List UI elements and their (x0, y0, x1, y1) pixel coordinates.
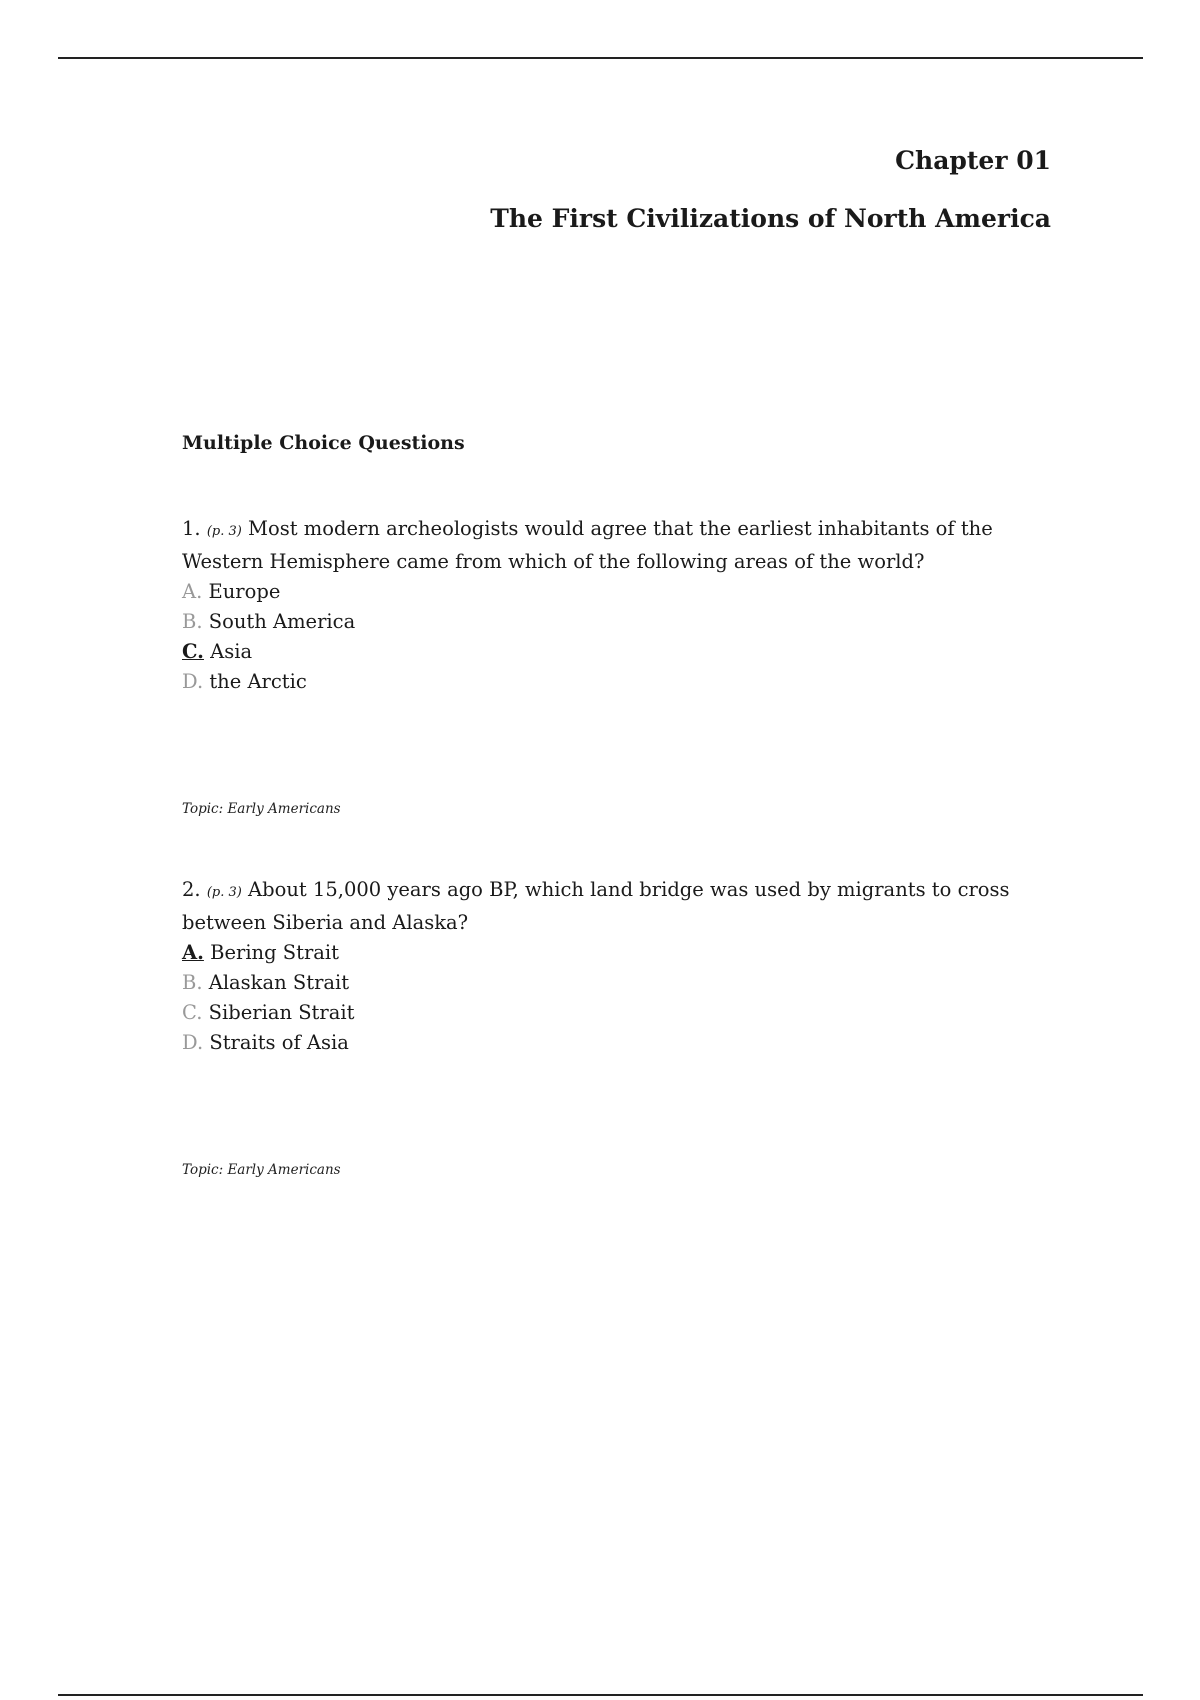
option-letter: B. (182, 971, 203, 994)
answer-option (182, 968, 1062, 998)
chapter-header (490, 146, 1051, 234)
question-number: 2. (182, 878, 201, 901)
top-rule (58, 57, 1143, 59)
option-text: Europe (208, 580, 281, 603)
option-letter: C. (182, 1001, 203, 1024)
option-text: Straits of Asia (209, 1031, 349, 1054)
chapter-title: The First Civilizations of North America (490, 204, 1051, 233)
question-1 (182, 514, 1062, 697)
question-stem (182, 514, 1062, 577)
option-letter: D. (182, 670, 204, 693)
question-text: Most modern archeologists would agree that the earliest inhabitants of the Western Hemisphere came from which of the following areas of the world? (182, 517, 993, 573)
option-text: Siberian Strait (208, 1001, 355, 1024)
option-text: Asia (210, 640, 253, 663)
option-letter: D. (182, 1031, 204, 1054)
question-text: About 15,000 years ago BP, which land bridge was used by migrants to cross between Siberia and Alaska? (182, 878, 1010, 934)
option-letter: B. (182, 610, 203, 633)
answer-options (182, 938, 1062, 1058)
answer-option (182, 577, 1062, 607)
answer-option-correct (182, 938, 1062, 968)
option-text: Alaskan Strait (208, 971, 350, 994)
question-number: 1. (182, 517, 201, 540)
page-reference: (p. 3) (206, 524, 242, 539)
answer-option-correct (182, 637, 1062, 667)
option-letter-correct: A. (182, 941, 204, 964)
section-heading: Multiple Choice Questions (182, 432, 465, 454)
answer-option (182, 607, 1062, 637)
topic-label: Topic: Early Americans (182, 1162, 341, 1178)
option-letter-correct: C. (182, 640, 204, 663)
bottom-rule (58, 1694, 1143, 1696)
chapter-number: Chapter 01 (895, 146, 1051, 175)
option-letter: A. (182, 580, 203, 603)
option-text: the Arctic (209, 670, 307, 693)
page-reference: (p. 3) (206, 885, 242, 900)
answer-options (182, 577, 1062, 697)
answer-option (182, 667, 1062, 697)
topic-label: Topic: Early Americans (182, 801, 341, 817)
question-2 (182, 875, 1062, 1058)
option-text: South America (208, 610, 356, 633)
option-text: Bering Strait (210, 941, 340, 964)
answer-option (182, 1028, 1062, 1058)
question-stem (182, 875, 1062, 938)
answer-option (182, 998, 1062, 1028)
